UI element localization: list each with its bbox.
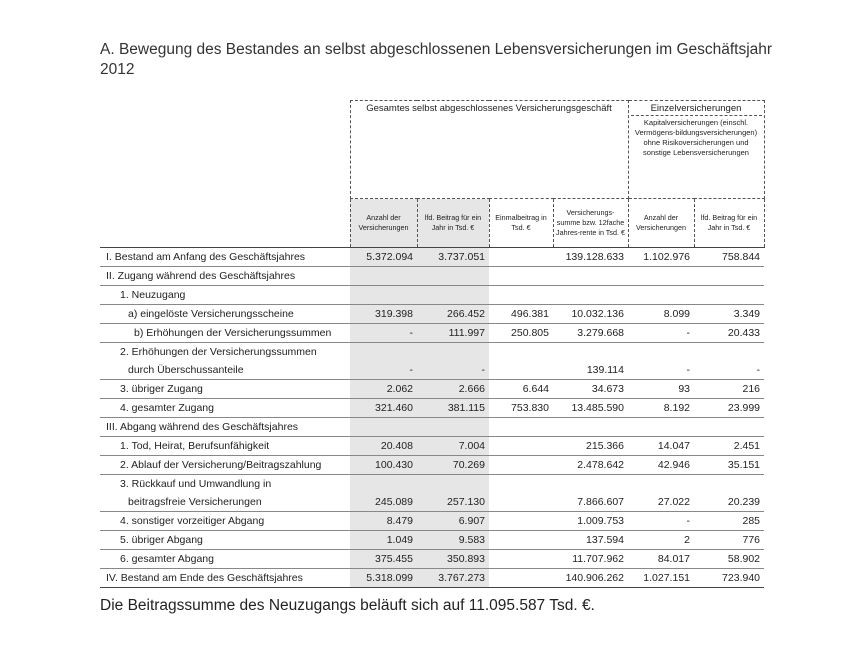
cell-value: 2.062: [350, 380, 417, 399]
cell-value: 9.583: [417, 531, 489, 550]
row-label: 1. Tod, Heirat, Berufsunfähigkeit: [100, 437, 350, 456]
cell-value: [553, 475, 628, 494]
cell-value: [417, 286, 489, 305]
cell-value: [694, 343, 764, 362]
cell-value: 257.130: [417, 493, 489, 512]
cell-value: -: [350, 361, 417, 380]
page-title: A. Bewegung des Bestandes an selbst abgeschlossenen Lebensversicherungen im Geschäftsjahr 2012: [100, 41, 773, 78]
cell-value: 7.866.607: [553, 493, 628, 512]
cell-value: 111.997: [417, 324, 489, 343]
cell-value: [350, 343, 417, 362]
cell-value: [489, 512, 553, 531]
cell-value: [489, 456, 553, 475]
cell-value: [489, 286, 553, 305]
cell-value: 5.318.099: [350, 569, 417, 588]
cell-value: 215.366: [553, 437, 628, 456]
table-row: [100, 550, 764, 569]
cell-value: [417, 343, 489, 362]
table-row: [100, 418, 764, 437]
cell-value: [489, 475, 553, 494]
cell-value: [350, 267, 417, 286]
cell-value: 216: [694, 380, 764, 399]
cell-value: 13.485.590: [553, 399, 628, 418]
cell-value: 3.767.273: [417, 569, 489, 588]
cell-value: 350.893: [417, 550, 489, 569]
cell-value: 1.049: [350, 531, 417, 550]
cell-value: 20.239: [694, 493, 764, 512]
cell-value: 381.115: [417, 399, 489, 418]
cell-value: 10.032.136: [553, 305, 628, 324]
cell-value: [350, 286, 417, 305]
cell-value: 266.452: [417, 305, 489, 324]
cell-value: 285: [694, 512, 764, 531]
footer-note: Die Beitragssumme des Neuzugangs beläuft sich auf 11.095.587 Tsd. €.: [100, 597, 595, 614]
cell-value: [489, 531, 553, 550]
cell-value: 11.707.962: [553, 550, 628, 569]
cell-value: [489, 361, 553, 380]
cell-value: 6.644: [489, 380, 553, 399]
cell-value: 84.017: [628, 550, 694, 569]
cell-value: [694, 286, 764, 305]
header-group-gesamt: Gesamtes selbst abgeschlossenes Versicherungsgeschäft: [350, 101, 628, 199]
cell-value: 776: [694, 531, 764, 550]
col-header-versicherungssumme: Versicherungs-summe bzw. 12fache Jahres-rente in Tsd. €: [553, 199, 628, 248]
table-row: [100, 248, 764, 267]
cell-value: [553, 267, 628, 286]
cell-value: 2.478.642: [553, 456, 628, 475]
cell-value: 7.004: [417, 437, 489, 456]
table-body: [100, 248, 764, 588]
cell-value: [489, 267, 553, 286]
cell-value: [489, 550, 553, 569]
cell-value: [553, 286, 628, 305]
table-row: [100, 361, 764, 380]
table-row: [100, 343, 764, 362]
cell-value: -: [628, 512, 694, 531]
cell-value: [489, 418, 553, 437]
cell-value: -: [628, 361, 694, 380]
row-label: b) Erhöhungen der Versicherungssummen: [100, 324, 350, 343]
table-row: [100, 569, 764, 588]
cell-value: 137.594: [553, 531, 628, 550]
cell-value: 1.102.976: [628, 248, 694, 267]
cell-value: [417, 475, 489, 494]
row-label: 6. gesamter Abgang: [100, 550, 350, 569]
col-header-anzahl: Anzahl der Versicherungen: [350, 199, 417, 248]
cell-value: 3.737.051: [417, 248, 489, 267]
table-row: [100, 512, 764, 531]
row-label: III. Abgang während des Geschäftsjahres: [100, 418, 350, 437]
cell-value: [489, 343, 553, 362]
cell-value: 2.666: [417, 380, 489, 399]
col-header-einzel-anzahl: Anzahl der Versicherungen: [628, 199, 694, 248]
cell-value: 42.946: [628, 456, 694, 475]
cell-value: [628, 286, 694, 305]
row-label: II. Zugang während des Geschäftsjahres: [100, 267, 350, 286]
table-row: [100, 531, 764, 550]
header-einzel-subtitle: Kapitalversicherungen (einschl. Vermögens-bildungsversicherungen) ohne Risikoversicherungen und sonstige Lebensversicherungen: [634, 118, 758, 157]
table-row: [100, 475, 764, 494]
row-label: a) eingelöste Versicherungsscheine: [100, 305, 350, 324]
cell-value: 250.805: [489, 324, 553, 343]
cell-value: [628, 475, 694, 494]
cell-value: [489, 569, 553, 588]
cell-value: 6.907: [417, 512, 489, 531]
row-label: IV. Bestand am Ende des Geschäftsjahres: [100, 569, 350, 588]
cell-value: [628, 418, 694, 437]
col-header-einzel-lfd-beitrag: lfd. Beitrag für ein Jahr in Tsd. €: [694, 199, 764, 248]
cell-value: [628, 267, 694, 286]
row-label: I. Bestand am Anfang des Geschäftsjahres: [100, 248, 350, 267]
row-label: 2. Ablauf der Versicherung/Beitragszahlung: [100, 456, 350, 475]
cell-value: 14.047: [628, 437, 694, 456]
cell-value: -: [417, 361, 489, 380]
col-header-einmalbeitrag: Einmalbeitrag in Tsd. €: [489, 199, 553, 248]
cell-value: [489, 437, 553, 456]
bestand-table: [100, 100, 765, 588]
table-row: [100, 267, 764, 286]
cell-value: [489, 248, 553, 267]
cell-value: 8.192: [628, 399, 694, 418]
cell-value: 5.372.094: [350, 248, 417, 267]
cell-value: 2.451: [694, 437, 764, 456]
cell-value: 723.940: [694, 569, 764, 588]
cell-value: 140.906.262: [553, 569, 628, 588]
cell-value: 321.460: [350, 399, 417, 418]
cell-value: 70.269: [417, 456, 489, 475]
cell-value: [694, 475, 764, 494]
cell-value: [628, 343, 694, 362]
cell-value: [350, 475, 417, 494]
row-label: 2. Erhöhungen der Versicherungssummen: [120, 346, 317, 358]
cell-value: 758.844: [694, 248, 764, 267]
cell-value: 1.027.151: [628, 569, 694, 588]
col-header-lfd-beitrag: lfd. Beitrag für ein Jahr in Tsd. €: [417, 199, 489, 248]
cell-value: 34.673: [553, 380, 628, 399]
cell-value: [489, 493, 553, 512]
cell-value: -: [694, 361, 764, 380]
cell-value: 100.430: [350, 456, 417, 475]
header-einzel-title: Einzelversicherungen: [631, 104, 762, 116]
table-row: [100, 324, 764, 343]
cell-value: 245.089: [350, 493, 417, 512]
cell-value: [417, 267, 489, 286]
cell-value: 375.455: [350, 550, 417, 569]
cell-value: [553, 343, 628, 362]
cell-value: 35.151: [694, 456, 764, 475]
cell-value: 3.349: [694, 305, 764, 324]
cell-value: 58.902: [694, 550, 764, 569]
table-row: [100, 380, 764, 399]
table-row: [100, 305, 764, 324]
cell-value: 319.398: [350, 305, 417, 324]
cell-value: 496.381: [489, 305, 553, 324]
table-row: [100, 493, 764, 512]
row-label: 4. gesamter Zugang: [100, 399, 350, 418]
cell-value: [350, 418, 417, 437]
header-group-einzel: [628, 101, 764, 199]
cell-value: 27.022: [628, 493, 694, 512]
table-row: [100, 286, 764, 305]
cell-value: 139.128.633: [553, 248, 628, 267]
row-label: 5. übriger Abgang: [100, 531, 350, 550]
table-row: [100, 399, 764, 418]
cell-value: -: [628, 324, 694, 343]
cell-value: 23.999: [694, 399, 764, 418]
cell-value: 3.279.668: [553, 324, 628, 343]
table-row: [100, 437, 764, 456]
row-label: 3. Rückkauf und Umwandlung in: [120, 478, 272, 490]
cell-value: 20.408: [350, 437, 417, 456]
table-row: [100, 456, 764, 475]
cell-value: -: [350, 324, 417, 343]
cell-value: [417, 418, 489, 437]
cell-value: 20.433: [694, 324, 764, 343]
cell-value: 2: [628, 531, 694, 550]
row-label: 1. Neuzugang: [100, 286, 350, 305]
row-label: 3. übriger Zugang: [100, 380, 350, 399]
row-label: 4. sonstiger vorzeitiger Abgang: [100, 512, 350, 531]
cell-value: [694, 267, 764, 286]
cell-value: 8.099: [628, 305, 694, 324]
cell-value: [694, 418, 764, 437]
cell-value: 753.830: [489, 399, 553, 418]
cell-value: 93: [628, 380, 694, 399]
cell-value: [553, 418, 628, 437]
cell-value: 1.009.753: [553, 512, 628, 531]
row-label: beitragsfreie Versicherungen: [100, 493, 350, 512]
cell-value: 139.114: [553, 361, 628, 380]
cell-value: 8.479: [350, 512, 417, 531]
row-label: durch Überschussanteile: [100, 361, 350, 380]
